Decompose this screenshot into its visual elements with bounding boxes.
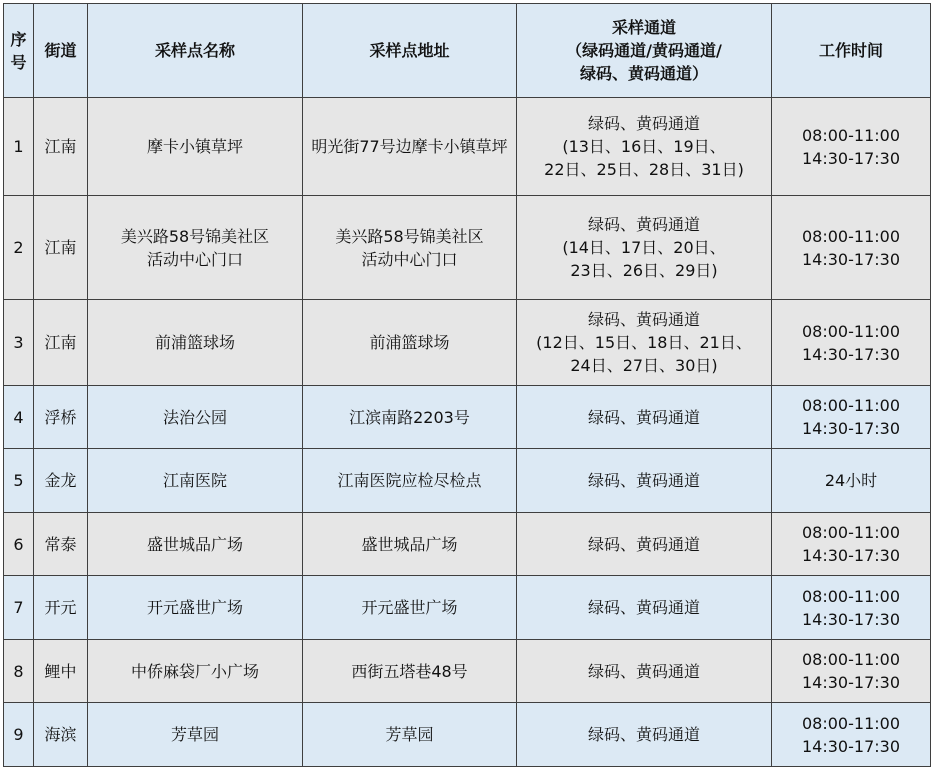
row-index: 2 xyxy=(4,196,34,300)
row-street: 开元 xyxy=(34,576,88,640)
row-street: 江南 xyxy=(34,300,88,386)
row-street: 江南 xyxy=(34,196,88,300)
row-channel: 绿码、黄码通道 (14日、17日、20日、 23日、26日、29日) xyxy=(517,196,772,300)
row-site-name: 前浦篮球场 xyxy=(88,300,303,386)
row-site-name: 美兴路58号锦美社区 活动中心门口 xyxy=(88,196,303,300)
row-channel: 绿码、黄码通道 xyxy=(517,386,772,449)
row-site-address: 明光街77号边摩卡小镇草坪 xyxy=(303,98,517,196)
row-street: 海滨 xyxy=(34,703,88,767)
row-channel: 绿码、黄码通道 xyxy=(517,640,772,703)
table-row xyxy=(4,98,931,196)
table-row xyxy=(4,576,931,640)
row-hours: 08:00-11:00 14:30-17:30 xyxy=(772,386,931,449)
table-row xyxy=(4,640,931,703)
row-channel: 绿码、黄码通道 (12日、15日、18日、21日、 24日、27日、30日) xyxy=(517,300,772,386)
table-row xyxy=(4,513,931,576)
row-index: 8 xyxy=(4,640,34,703)
row-site-address: 前浦篮球场 xyxy=(303,300,517,386)
row-site-name: 摩卡小镇草坪 xyxy=(88,98,303,196)
sampling-sites-table-container xyxy=(3,3,931,767)
header-row xyxy=(4,4,931,98)
row-site-name: 芳草园 xyxy=(88,703,303,767)
table-row xyxy=(4,703,931,767)
row-street: 鲤中 xyxy=(34,640,88,703)
row-hours: 24小时 xyxy=(772,449,931,513)
header-street: 街道 xyxy=(34,4,88,98)
row-site-address: 西街五塔巷48号 xyxy=(303,640,517,703)
row-channel: 绿码、黄码通道 xyxy=(517,576,772,640)
row-channel: 绿码、黄码通道 xyxy=(517,449,772,513)
header-channel: 采样通道 （绿码通道/黄码通道/ 绿码、黄码通道） xyxy=(517,4,772,98)
table-row xyxy=(4,449,931,513)
row-channel: 绿码、黄码通道 xyxy=(517,703,772,767)
row-index: 5 xyxy=(4,449,34,513)
table-row xyxy=(4,386,931,449)
header-site-name: 采样点名称 xyxy=(88,4,303,98)
row-street: 江南 xyxy=(34,98,88,196)
header-site-address: 采样点地址 xyxy=(303,4,517,98)
row-index: 6 xyxy=(4,513,34,576)
header-hours: 工作时间 xyxy=(772,4,931,98)
row-hours: 08:00-11:00 14:30-17:30 xyxy=(772,98,931,196)
row-hours: 08:00-11:00 14:30-17:30 xyxy=(772,300,931,386)
row-hours: 08:00-11:00 14:30-17:30 xyxy=(772,576,931,640)
row-index: 9 xyxy=(4,703,34,767)
header-index: 序 号 xyxy=(4,4,34,98)
row-street: 浮桥 xyxy=(34,386,88,449)
row-hours: 08:00-11:00 14:30-17:30 xyxy=(772,196,931,300)
row-index: 7 xyxy=(4,576,34,640)
row-site-address: 美兴路58号锦美社区 活动中心门口 xyxy=(303,196,517,300)
sampling-sites-table xyxy=(3,3,931,767)
row-channel: 绿码、黄码通道 xyxy=(517,513,772,576)
row-hours: 08:00-11:00 14:30-17:30 xyxy=(772,703,931,767)
row-site-address: 芳草园 xyxy=(303,703,517,767)
row-site-address: 江滨南路2203号 xyxy=(303,386,517,449)
row-index: 4 xyxy=(4,386,34,449)
row-street: 常泰 xyxy=(34,513,88,576)
row-site-name: 盛世城品广场 xyxy=(88,513,303,576)
row-site-name: 江南医院 xyxy=(88,449,303,513)
row-hours: 08:00-11:00 14:30-17:30 xyxy=(772,513,931,576)
row-street: 金龙 xyxy=(34,449,88,513)
row-site-address: 盛世城品广场 xyxy=(303,513,517,576)
row-index: 1 xyxy=(4,98,34,196)
table-row xyxy=(4,196,931,300)
row-site-address: 开元盛世广场 xyxy=(303,576,517,640)
row-site-name: 中侨麻袋厂小广场 xyxy=(88,640,303,703)
table-row xyxy=(4,300,931,386)
row-site-name: 法治公园 xyxy=(88,386,303,449)
row-hours: 08:00-11:00 14:30-17:30 xyxy=(772,640,931,703)
row-index: 3 xyxy=(4,300,34,386)
row-site-address: 江南医院应检尽检点 xyxy=(303,449,517,513)
row-channel: 绿码、黄码通道 (13日、16日、19日、 22日、25日、28日、31日) xyxy=(517,98,772,196)
row-site-name: 开元盛世广场 xyxy=(88,576,303,640)
